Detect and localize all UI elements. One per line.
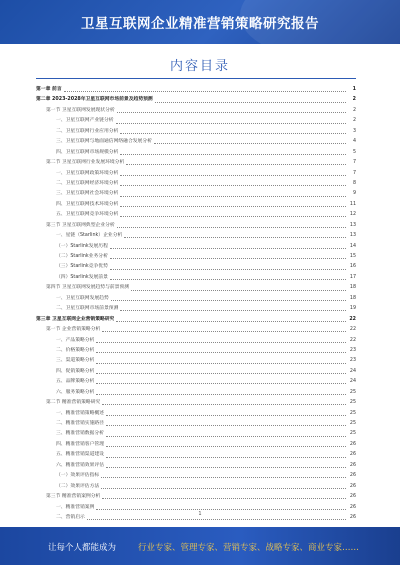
toc-entry[interactable] bbox=[36, 137, 356, 147]
toc-entry[interactable] bbox=[36, 304, 356, 314]
toc-entry[interactable] bbox=[36, 210, 356, 220]
toc-entry[interactable] bbox=[36, 200, 356, 210]
toc-heading: 内容目录 bbox=[169, 59, 230, 74]
toc-entry-page: 26 bbox=[349, 462, 356, 468]
header-banner bbox=[0, 0, 400, 44]
toc-entry-title: 第一节 企业营销策略分析 bbox=[46, 327, 101, 333]
toc-entry-title: 二、卫星互联网行业应用分析 bbox=[56, 128, 119, 134]
toc-entry-page: 18 bbox=[349, 295, 356, 301]
toc-entry-title: 三、卫星互联网与地面通信网络融合发展分析 bbox=[56, 139, 152, 145]
toc-entry[interactable] bbox=[36, 262, 356, 272]
toc-entry[interactable] bbox=[36, 398, 356, 408]
toc-entry-title: 第三节 卫星互联网典型企业分析 bbox=[46, 222, 115, 228]
toc-entry[interactable] bbox=[36, 252, 356, 262]
toc-entry[interactable] bbox=[36, 283, 356, 293]
toc-entry-page: 7 bbox=[352, 170, 356, 176]
toc-leader-dots bbox=[154, 142, 346, 144]
toc-entry-title: 一、精准营销策略概述 bbox=[56, 410, 104, 416]
toc-entry[interactable] bbox=[36, 95, 356, 105]
toc-leader-dots bbox=[96, 341, 346, 343]
toc-entry[interactable] bbox=[36, 440, 356, 450]
toc-entry-title: 一、卫星互联网政策环境分析 bbox=[56, 170, 119, 176]
toc-leader-dots bbox=[106, 435, 346, 437]
toc-entry-title: 五、卫星互联网竞争环境分析 bbox=[56, 212, 119, 218]
toc-leader-dots bbox=[155, 101, 346, 103]
toc-leader-dots bbox=[110, 268, 346, 270]
toc-entry-page: 24 bbox=[349, 379, 356, 385]
toc-leader-dots bbox=[120, 153, 346, 155]
toc-entry[interactable] bbox=[36, 116, 356, 126]
toc-entry-page: 11 bbox=[349, 201, 356, 207]
toc-entry-page: 3 bbox=[352, 128, 356, 134]
footer-tags: 行业专家、管理专家、营销专家、战略专家、商业专家…… bbox=[138, 543, 360, 553]
toc-leader-dots bbox=[117, 226, 346, 228]
toc-entry[interactable] bbox=[36, 450, 356, 460]
toc-entry-page: 12 bbox=[349, 212, 356, 218]
toc-entry-title: 一、卫星互联网产业链分析 bbox=[56, 118, 114, 124]
toc-entry-title: 三、渠道策略分析 bbox=[56, 358, 95, 364]
toc-divider bbox=[36, 78, 356, 79]
toc-leader-dots bbox=[120, 309, 346, 311]
toc-entry-title: 三、卫星互联网社会环境分析 bbox=[56, 191, 119, 197]
toc-entry-page: 25 bbox=[349, 400, 356, 406]
toc-leader-dots bbox=[116, 320, 346, 322]
toc-entry-page: 26 bbox=[349, 441, 356, 447]
toc-leader-dots bbox=[64, 90, 346, 92]
toc-entry-title: 第四节 卫星互联网发展趋势与前景预测 bbox=[46, 285, 130, 291]
toc-entry-title: （二）Starlink业务分析 bbox=[56, 254, 108, 259]
toc-entry[interactable] bbox=[36, 158, 356, 168]
toc-entry-title: 第三节 精准营销案例分析 bbox=[46, 494, 101, 500]
toc-entry-page: 4 bbox=[352, 139, 356, 145]
footer-slogan: 让每个人都能成为 bbox=[48, 543, 117, 553]
toc-entry-title: 六、服务策略分析 bbox=[56, 389, 95, 395]
toc-entry-title: 五、精准营销渠道建设 bbox=[56, 452, 104, 458]
toc-entry-page: 16 bbox=[349, 264, 356, 270]
toc-entry-page: 26 bbox=[349, 504, 356, 510]
toc-entry[interactable] bbox=[36, 148, 356, 158]
toc-entry-page: 5 bbox=[352, 149, 356, 155]
toc-entry-title: 三、精准营销数据分析 bbox=[56, 431, 104, 437]
toc-entry[interactable] bbox=[36, 377, 356, 387]
toc-entry-page: 23 bbox=[349, 358, 356, 364]
toc-entry[interactable] bbox=[36, 419, 356, 429]
toc-leader-dots bbox=[120, 184, 346, 186]
toc-entry-page: 22 bbox=[349, 316, 356, 322]
toc-entry-page: 9 bbox=[352, 191, 356, 197]
toc-entry-page: 2 bbox=[352, 118, 356, 124]
toc-leader-dots bbox=[120, 205, 346, 207]
toc-leader-dots bbox=[120, 132, 346, 134]
toc-entry-title: （一）效果评估指标 bbox=[56, 473, 100, 479]
toc-leader-dots bbox=[126, 163, 346, 165]
toc-entry-title: 一、产品策略分析 bbox=[56, 337, 95, 343]
toc-leader-dots bbox=[96, 351, 346, 353]
toc-entry-page: 26 bbox=[349, 473, 356, 479]
toc-entry-page: 2 bbox=[352, 107, 356, 113]
toc-leader-dots bbox=[102, 497, 346, 499]
toc-leader-dots bbox=[106, 445, 346, 447]
toc-leader-dots bbox=[101, 487, 346, 489]
toc-entry-title: 二、营销启示 bbox=[56, 514, 85, 520]
toc-entry[interactable] bbox=[36, 231, 356, 241]
toc-entry[interactable] bbox=[36, 367, 356, 377]
toc-entry-title: （三）Starlink竞争优势 bbox=[56, 264, 108, 270]
toc-entry-title: 一、卫星互联网发展趋势 bbox=[56, 295, 109, 301]
toc-entry[interactable] bbox=[36, 179, 356, 189]
toc-entry-page: 23 bbox=[349, 347, 356, 353]
toc-entry-page: 26 bbox=[349, 452, 356, 458]
toc-entry-page: 13 bbox=[349, 222, 356, 228]
toc-entry[interactable] bbox=[36, 221, 356, 231]
toc-leader-dots bbox=[87, 518, 346, 520]
toc-entry-title: 五、品牌策略分析 bbox=[56, 379, 95, 385]
toc-leader-dots bbox=[96, 382, 346, 384]
toc-entry-title: （四）Starlink发展前景 bbox=[56, 274, 108, 280]
toc-entry[interactable] bbox=[36, 315, 356, 325]
toc-leader-dots bbox=[131, 289, 346, 291]
toc-entry-page: 19 bbox=[349, 306, 356, 312]
toc-entry-page: 25 bbox=[349, 431, 356, 437]
toc-entry[interactable] bbox=[36, 106, 356, 116]
toc-entry[interactable] bbox=[36, 325, 356, 335]
toc-entry-page: 18 bbox=[349, 285, 356, 291]
toc-entry-page: 14 bbox=[349, 243, 356, 249]
toc-leader-dots bbox=[96, 393, 346, 395]
toc-entry-page: 26 bbox=[349, 483, 356, 489]
toc-entry[interactable] bbox=[36, 429, 356, 439]
toc-leader-dots bbox=[120, 195, 346, 197]
toc-entry-title: （二）效果评估方法 bbox=[56, 483, 100, 489]
toc-entry[interactable] bbox=[36, 482, 356, 492]
toc-entry-title: 第二章 2023-2028年卫星互联网市场前景及趋势预测 bbox=[36, 97, 153, 103]
toc-entry[interactable] bbox=[36, 242, 356, 252]
toc-entry-title: 一、精准营销案例 bbox=[56, 504, 95, 510]
toc-entry[interactable] bbox=[36, 273, 356, 283]
toc-entry[interactable] bbox=[36, 356, 356, 366]
toc-entry[interactable] bbox=[36, 336, 356, 346]
toc-entry[interactable] bbox=[36, 409, 356, 419]
toc-entry-title: 第二节 卫星互联网行业发展环境分析 bbox=[46, 160, 125, 166]
toc-entry[interactable] bbox=[36, 127, 356, 137]
toc-entry[interactable] bbox=[36, 461, 356, 471]
toc-entry[interactable] bbox=[36, 294, 356, 304]
toc-entry-title: 四、卫星互联网市场规模分析 bbox=[56, 149, 119, 155]
toc-leader-dots bbox=[110, 257, 346, 259]
toc-entry-page: 24 bbox=[349, 368, 356, 374]
toc-entry-title: 六、精准营销效果评估 bbox=[56, 462, 104, 468]
footer-banner bbox=[0, 527, 400, 565]
toc-leader-dots bbox=[106, 424, 346, 426]
toc-leader-dots bbox=[116, 122, 346, 124]
toc-entry-page: 8 bbox=[352, 180, 356, 186]
toc-entry-page: 26 bbox=[349, 494, 356, 500]
toc-leader-dots bbox=[96, 372, 346, 374]
toc-entry-page: 1 bbox=[352, 87, 356, 92]
toc-leader-dots bbox=[120, 174, 346, 176]
toc-leader-dots bbox=[110, 278, 346, 280]
toc-entry-title: 第一节 卫星互联网发展现状分析 bbox=[46, 107, 115, 113]
toc-entry-title: 一、星链（Starlink）企业分析 bbox=[56, 233, 123, 239]
toc-entry-title: 四、促销策略分析 bbox=[56, 368, 95, 374]
toc-entry[interactable] bbox=[36, 169, 356, 179]
toc-leader-dots bbox=[96, 362, 346, 364]
toc-leader-dots bbox=[106, 466, 346, 468]
toc-leader-dots bbox=[124, 236, 346, 238]
toc-leader-dots bbox=[102, 403, 346, 405]
toc-leader-dots bbox=[111, 299, 346, 301]
toc-entry[interactable] bbox=[36, 492, 356, 502]
toc-leader-dots bbox=[96, 508, 346, 510]
toc-entry-title: （一）Starlink发展历程 bbox=[56, 243, 108, 249]
toc-entry-title: 第一章 前言 bbox=[36, 87, 62, 92]
toc-entry-page: 17 bbox=[349, 274, 356, 280]
toc-leader-dots bbox=[110, 247, 346, 249]
toc-entry-page: 7 bbox=[352, 160, 356, 166]
toc-leader-dots bbox=[120, 215, 346, 217]
toc-entry-page: 13 bbox=[349, 233, 356, 239]
toc-entry-page: 22 bbox=[349, 337, 356, 343]
toc-list bbox=[36, 85, 356, 523]
report-title: 卫星互联网企业精准营销策略研究报告 bbox=[81, 16, 319, 32]
toc-entry-title: 二、价格策略分析 bbox=[56, 347, 95, 353]
toc-leader-dots bbox=[106, 456, 346, 458]
toc-entry-page: 15 bbox=[349, 254, 356, 259]
toc-entry-title: 二、卫星互联网市场前景预测 bbox=[56, 306, 119, 312]
toc-leader-dots bbox=[117, 111, 346, 113]
toc-entry-title: 二、精准营销实施路径 bbox=[56, 421, 104, 426]
toc-entry-page: 22 bbox=[349, 327, 356, 333]
toc-leader-dots bbox=[102, 330, 346, 332]
toc-entry[interactable] bbox=[36, 85, 356, 95]
toc-entry-title: 四、卫星互联网技术环境分析 bbox=[56, 201, 119, 207]
toc-entry-page: 26 bbox=[349, 514, 356, 520]
toc-leader-dots bbox=[106, 414, 346, 416]
toc-entry-title: 二、卫星互联网经济环境分析 bbox=[56, 180, 119, 186]
page-number: 1 bbox=[198, 511, 202, 517]
toc-entry-title: 四、精准营销客户管理 bbox=[56, 441, 104, 447]
toc-entry[interactable] bbox=[36, 346, 356, 356]
toc-entry-page: 25 bbox=[349, 421, 356, 426]
toc-leader-dots bbox=[101, 476, 346, 478]
toc-entry-page: 2 bbox=[352, 97, 356, 103]
toc-entry-title: 第二节 精准营销策略研究 bbox=[46, 400, 101, 406]
toc-entry[interactable] bbox=[36, 189, 356, 199]
toc-entry-title: 第三章 卫星互联网企业营销策略研究 bbox=[36, 316, 115, 322]
toc-entry-page: 25 bbox=[349, 389, 356, 395]
toc-entry[interactable] bbox=[36, 388, 356, 398]
toc-entry[interactable] bbox=[36, 471, 356, 481]
toc-entry-page: 25 bbox=[349, 410, 356, 416]
